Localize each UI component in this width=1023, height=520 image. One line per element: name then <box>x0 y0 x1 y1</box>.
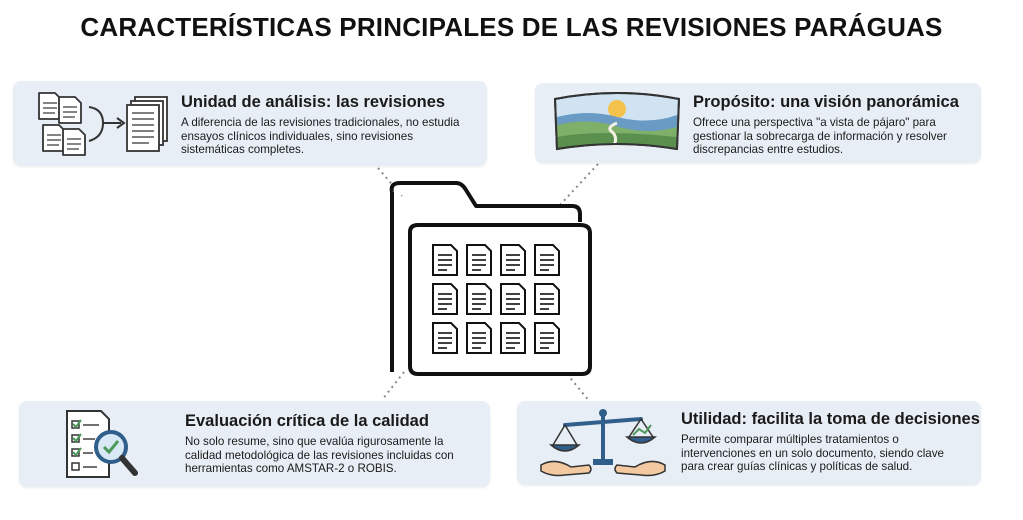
connector-line <box>560 164 598 205</box>
card-description: No solo resume, sino que evalúa rigurosamente la calidad metodológica de las revisiones incluidas con herramientas como AMSTAR-2 o ROBIS. <box>185 435 454 475</box>
document-icon <box>433 284 457 314</box>
connector-line <box>567 374 590 402</box>
document-icon <box>467 323 491 353</box>
umbrella-folder-icon <box>392 183 590 374</box>
document-icon <box>433 245 457 275</box>
document-icon <box>535 284 559 314</box>
document-icon <box>535 323 559 353</box>
documents-merge-icon <box>29 85 179 163</box>
card-description: Permite comparar múltiples tratamientos o intervenciones en un solo documento, siendo clave para crear guías clínicas y políticas de salud. <box>681 433 944 473</box>
card-heading: Evaluación crítica de la calidad <box>185 412 429 430</box>
card-heading: Utilidad: facilita la toma de decisiones <box>681 410 980 428</box>
card-heading: Propósito: una visión panorámica <box>693 93 959 111</box>
document-icon <box>501 323 525 353</box>
card-unit-of-analysis <box>13 81 487 166</box>
balance-scale-hands-icon <box>535 405 671 481</box>
checklist-magnifier-icon <box>59 405 159 483</box>
card-utility <box>517 401 981 485</box>
card-heading: Unidad de análisis: las revisiones <box>181 93 446 111</box>
card-description: A diferencia de las revisiones tradicionales, no estudia ensayos clínicos individuales, sino revisiones sistemáticas completes. <box>181 116 460 156</box>
document-icon <box>501 284 525 314</box>
card-purpose <box>535 83 981 163</box>
document-icon <box>535 245 559 275</box>
page-title: CARACTERÍSTICAS PRINCIPALES DE LAS REVISIONES PARÁGUAS <box>80 12 943 42</box>
document-icon <box>467 245 491 275</box>
document-icon <box>501 245 525 275</box>
card-description: Ofrece una perspectiva "a vista de pájaro" para gestionar la sobrecarga de información y resolver discrepancias entre estudios. <box>693 116 947 156</box>
panoramic-landscape-icon <box>549 87 685 157</box>
connector-line <box>382 372 404 400</box>
card-quality-assessment <box>19 401 490 487</box>
document-icon <box>467 284 491 314</box>
document-icon <box>433 323 457 353</box>
